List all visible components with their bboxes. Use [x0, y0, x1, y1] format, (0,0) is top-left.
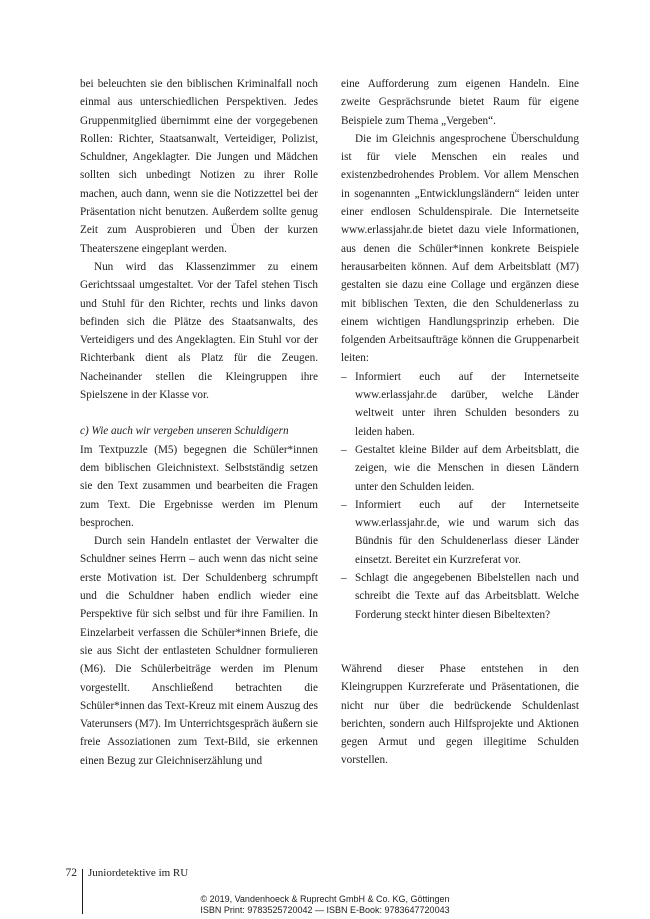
copyright-line: © 2019, Vandenhoeck & Ruprecht GmbH & Co. KG, Göttingen: [200, 894, 450, 904]
body-paragraph: Durch sein Handeln entlastet der Verwalter die Schuldner seines Herrn – auch wenn das nicht seine erste Motivation ist. Der Schuldenberg schrumpft und die Schuldner haben endlich wieder eine Perspektive für sich selbst und für ihre Familien. In Einzelarbeit verfassen die Schüler*innen Briefe, die sie aus Sicht der entlasteten Schuldner formulieren (M6). Die Schülerbeiträge werden im Plenum vorgestellt. Anschließend betrachten die Schüler*innen das Text-Kreuz mit einem Auszug des Vaterunsers (M7). Im Unterrichtsgespräch äußern sie freie Assoziationen zum Text-Bild, sie erkennen einen Bezug zur Gleichniserzählung und: [80, 535, 318, 767]
task-item: – Informiert euch auf der Internetseite www.erlassjahr.de, wie und warum sich das Bündnis für den Schuldenerlass dieser Länder einsetzt. Bereitet ein Kurzreferat vor.: [341, 496, 579, 569]
body-paragraph: Nun wird das Klassenzimmer zu einem Gerichtssaal umgestaltet. Vor der Tafel stehen Tisch und Stuhl für den Richter, rechts und links davon befinden sich die Plätze des Staatsanwalts, des Verteidigers und des Angeklagten. Ein Stuhl vor der Richterbank dient als Platz für die Zeugen. Nacheinander stellen die Kleingruppen ihre Spielszene in der Klasse vor.: [80, 260, 318, 402]
task-item: – Schlagt die angegebenen Bibelstellen nach und schreibt die Texte auf das Arbeitsblatt. Welche Forderung steckt hinter diesen Bibeltexten?: [341, 569, 579, 624]
task-item: – Informiert euch auf der Internetseite www.erlassjahr.de darüber, welche Länder weltweit unter ihren Schulden besonders zu leiden haben.: [341, 368, 579, 441]
task-item: – Gestaltet kleine Bilder auf dem Arbeitsblatt, die zeigen, wie die Menschen in diesen Ländern unter den Schulden leiden.: [341, 441, 579, 496]
body-paragraph: Während dieser Phase entstehen in den Kleingruppen Kurzreferate und Präsentationen, die nicht nur über die bedrückende Schuldenlast berichten, sondern auch Hilfsprojekte und Aktionen gegen Armut und gegen illegitime Schulden vorstellen.: [341, 662, 579, 767]
book-title: Juniordetektive im RU: [88, 867, 189, 879]
isbn-line: ISBN Print: 9783525720042 — ISBN E-Book: 9783647720043: [200, 905, 450, 915]
body-paragraph: Die im Gleichnis angesprochene Überschuldung ist für viele Menschen ein reales und existenzbedrohendes Problem. Vor allem Menschen in sogenannten „Entwicklungsländern“ leiden unter einer endlosen Schuldenspirale. Die Internetseite www.erlassjahr.de bietet dazu viele Informationen, aus denen die Schüler*innen konkrete Beispiele herausarbeiten können. Auf dem Arbeitsblatt (M7) gestalten sie dazu eine Collage und ergänzen diese mit biblischen Texten, die den Schuldenerlass zu einem wichtigen Handlungsprinzip erheben. Die folgenden Arbeitsaufträge können die Gruppenarbeit leiten:: [341, 132, 579, 365]
body-paragraph: eine Aufforderung zum eigenen Handeln. Eine zweite Gesprächsrunde bietet Raum für eigene Beispiele zum Thema „Vergeben“.: [341, 78, 579, 127]
body-paragraph: bei beleuchten sie den biblischen Kriminalfall noch einmal aus unterschiedlichen Perspektiven. Jedes Gruppenmitglied übernimmt eine der vorgegebenen Rollen: Richter, Staatsanwalt, Verteidiger, Polizist, Schuldner, Angeklagter. Die Jungen und Mädchen sollten sich unbedingt Notizen zu ihrer Rolle machen, auch dann, wenn sie die Notizzettel bei der Präsentation nicht benutzen. Außerdem sollte genug Zeit zum Ausprobieren und Üben der kurzen Theaterszene eingeplant werden.: [80, 78, 318, 255]
page-number: 72: [65, 867, 77, 879]
left-column: [80, 75, 318, 770]
body-paragraph: Im Textpuzzle (M5) begegnen die Schüler*innen dem biblischen Gleichnistext. Selbstständig setzen sie den Text zusammen und bearbeiten die Fragen zum Text. Die Ergebnisse werden im Plenum besprochen.: [80, 443, 318, 529]
task-list: [341, 368, 579, 624]
section-heading: c) Wie auch wir vergeben unseren Schuldigern: [80, 425, 289, 438]
right-column: [341, 75, 579, 770]
